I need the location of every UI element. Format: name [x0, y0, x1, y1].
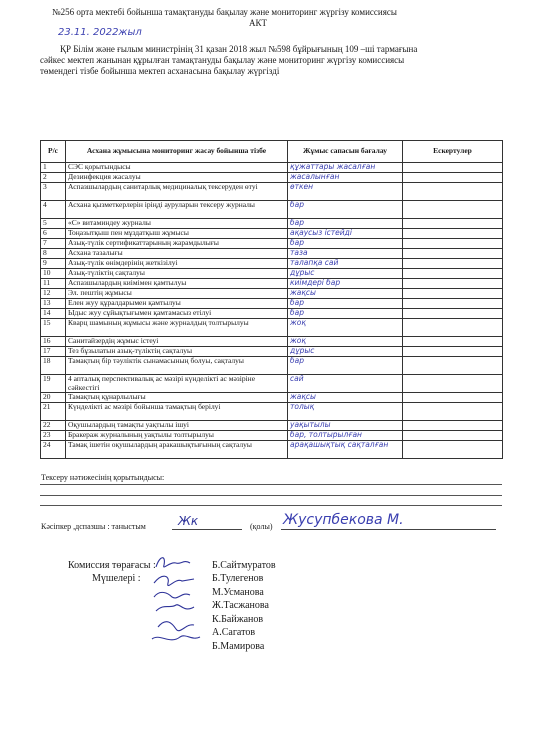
row-item: Кварц шамының жұмысы және журналдың толтырылуы — [66, 319, 288, 337]
header-line1: №256 орта мектебі бойынша тамақтануды бақылау және мониторинг жүргізу комиссиясы — [52, 7, 397, 17]
row-number: 21 — [41, 403, 66, 421]
row-notes — [403, 309, 503, 319]
row-status: жасалынған — [288, 173, 403, 183]
row-notes — [403, 319, 503, 337]
row-status: өткен — [288, 183, 403, 201]
row-number: 16 — [41, 337, 66, 347]
row-item: Асхана тазалығы — [66, 249, 288, 259]
row-number: 23 — [41, 431, 66, 441]
row-number: 13 — [41, 299, 66, 309]
col-header-num: Р/с — [41, 141, 66, 163]
row-number: 5 — [41, 219, 66, 229]
row-item: Күнделікті ас мәзірі бойынша тамақтың берілуі — [66, 403, 288, 421]
row-notes — [403, 163, 503, 173]
ack-sign-word: (қолы) — [250, 522, 273, 531]
conclusion-label: Тексеру нәтижесінің қорытындысы: — [41, 473, 165, 482]
row-notes — [403, 337, 503, 347]
row-status: бар — [288, 299, 403, 309]
row-number: 22 — [41, 421, 66, 431]
table-row — [41, 431, 503, 441]
row-number: 14 — [41, 309, 66, 319]
row-number: 4 — [41, 201, 66, 219]
row-item: Азық-түлік өнімдерінің жеткізілуі — [66, 259, 288, 269]
row-notes — [403, 403, 503, 421]
row-number: 11 — [41, 279, 66, 289]
row-notes — [403, 357, 503, 375]
table-row — [41, 441, 503, 459]
commission-member: А.Сагатов — [212, 627, 256, 638]
row-number: 20 — [41, 393, 66, 403]
table-row — [41, 289, 503, 299]
row-status: жоқ — [288, 337, 403, 347]
row-status: құжаттары жасалған — [288, 163, 403, 173]
row-number: 3 — [41, 183, 66, 201]
row-notes — [403, 249, 503, 259]
row-status: киімдері бар — [288, 279, 403, 289]
row-item: СЭС қорытындысы — [66, 163, 288, 173]
row-notes — [403, 259, 503, 269]
commission-member: К.Байжанов — [212, 613, 264, 625]
row-item: Оқушылардың тамақты уақтылы ішуі — [66, 421, 288, 431]
table-row — [41, 259, 503, 269]
row-status: сай — [288, 375, 403, 393]
row-item: Аспазшылардың санитарлық медициналық тексеруден өтуі — [66, 183, 288, 201]
conclusion-line-1 — [40, 484, 502, 485]
row-item: Бракераж журналының уақтылы толтырылуы — [66, 431, 288, 441]
row-item: Ыдыс жуу сұйықтығымен қамтамасыз етілуі — [66, 309, 288, 319]
table-row — [41, 309, 503, 319]
row-notes — [403, 173, 503, 183]
intro-line1: ҚР Білім және ғылым министрінің 31 қазан 2018 жыл №598 бұйрығының 109 –ші тармағына — [60, 44, 418, 54]
row-status: жақсы — [288, 393, 403, 403]
monitoring-table — [40, 140, 503, 459]
row-status: бар — [288, 309, 403, 319]
row-item: Тоңазытқыш пен мұздатқыш жұмысы — [66, 229, 288, 239]
conclusion-line-2 — [40, 495, 502, 496]
row-notes — [403, 229, 503, 239]
chair-label: Комиссия төрағасы : — [68, 560, 156, 571]
row-item: Асхана қызметкерлерін іріңді ауруларын тексеру журналы — [66, 201, 288, 219]
commission-signatures — [150, 553, 215, 673]
row-item: «С» витаминдеу журналы — [66, 219, 288, 229]
row-number: 9 — [41, 259, 66, 269]
table-row — [41, 239, 503, 249]
row-status: бар — [288, 219, 403, 229]
row-notes — [403, 219, 503, 229]
row-number: 8 — [41, 249, 66, 259]
table-row — [41, 393, 503, 403]
conclusion-line-3 — [40, 505, 502, 506]
row-status: толық — [288, 403, 403, 421]
row-number: 10 — [41, 269, 66, 279]
row-item: Тамақ ішетін оқушылардың аракашықтығының сақталуы — [66, 441, 288, 459]
row-item: Азық-түлік сертификаттарының жарамдылығы — [66, 239, 288, 249]
row-notes — [403, 375, 503, 393]
table-row — [41, 319, 503, 337]
row-status: бар — [288, 357, 403, 375]
row-notes — [403, 269, 503, 279]
row-item: Эл. пештің жұмысы — [66, 289, 288, 299]
table-row — [41, 421, 503, 431]
row-item: 4 апталық перспективалық ас мәзірі күнделікті ас мәзіріне сәйкестігі — [66, 375, 288, 393]
row-status: бар, толтырылған — [288, 431, 403, 441]
commission-member: М.Усманова — [212, 586, 264, 598]
table-row — [41, 357, 503, 375]
table-row — [41, 183, 503, 201]
commission-member: Ж.Тасжанова — [212, 600, 269, 611]
row-status: дұрыс — [288, 269, 403, 279]
table-row — [41, 337, 503, 347]
header-akt: АКТ — [249, 18, 267, 28]
row-item: Тез бұзылатын азық-түліктің сақталуы — [66, 347, 288, 357]
intro-line3: төмендегі тізбе бойынша мектеп асханасына бақылау жүргізді — [40, 66, 280, 76]
row-status: дұрыс — [288, 347, 403, 357]
row-notes — [403, 201, 503, 219]
row-notes — [403, 279, 503, 289]
table-row — [41, 375, 503, 393]
members-label: Мүшелері : — [92, 573, 141, 584]
row-status: арақашықтық сақталған — [288, 441, 403, 459]
row-status: жоқ — [288, 319, 403, 337]
row-notes — [403, 299, 503, 309]
intro-line2: сәйкес мектеп жанынан құрылған тамақтануды бақылау және мониторинг жүргізу комиссиясы — [40, 55, 405, 65]
col-header-item: Асхана жұмысына мониторинг жасау бойынша тізбе — [66, 141, 288, 163]
table-row — [41, 347, 503, 357]
table-row — [41, 249, 503, 259]
chair-name: Б.Сайтмуратов — [212, 560, 276, 571]
table-row — [41, 279, 503, 289]
row-notes — [403, 183, 503, 201]
row-number: 24 — [41, 441, 66, 459]
row-item: Тамақтың құнарлылығы — [66, 393, 288, 403]
row-status: талапқа сай — [288, 259, 403, 269]
commission-member: Б.Мамирова — [212, 640, 265, 652]
row-number: 19 — [41, 375, 66, 393]
row-status: бар — [288, 201, 403, 219]
row-item: Аспазшылардың киімімен қамтылуы — [66, 279, 288, 289]
row-notes — [403, 347, 503, 357]
row-number: 6 — [41, 229, 66, 239]
row-notes — [403, 431, 503, 441]
ack-name-handwritten: Жусупбекова М. — [283, 512, 404, 528]
row-status: бар — [288, 239, 403, 249]
row-number: 17 — [41, 347, 66, 357]
row-item: Тамақтың бір тәуліктік сынамасының болуы, сақталуы — [66, 357, 288, 375]
row-notes — [403, 393, 503, 403]
row-item: Санитайзердің жұмыс істеуі — [66, 337, 288, 347]
row-item: Азық-түліктің сақталуы — [66, 269, 288, 279]
table-row — [41, 299, 503, 309]
row-notes — [403, 239, 503, 249]
row-number: 2 — [41, 173, 66, 183]
table-row — [41, 173, 503, 183]
table-row — [41, 163, 503, 173]
ack-label: Кәсіпкер ,дспазшы : таныстым — [41, 522, 146, 531]
row-status: ақаусыз істейді — [288, 229, 403, 239]
row-status: таза — [288, 249, 403, 259]
ack-name-line — [281, 529, 496, 530]
row-number: 15 — [41, 319, 66, 337]
commission-member: Б.Тулегенов — [212, 573, 264, 584]
ack-sign-line — [172, 529, 242, 530]
table-row — [41, 201, 503, 219]
row-notes — [403, 421, 503, 431]
row-notes — [403, 289, 503, 299]
row-item: Елен жуу құралдарымен қамтылуы — [66, 299, 288, 309]
row-number: 1 — [41, 163, 66, 173]
table-row — [41, 219, 503, 229]
table-row — [41, 269, 503, 279]
row-number: 12 — [41, 289, 66, 299]
row-notes — [403, 441, 503, 459]
table-row — [41, 403, 503, 421]
row-number: 7 — [41, 239, 66, 249]
row-status: жақсы — [288, 289, 403, 299]
row-item: Дезинфекция жасалуы — [66, 173, 288, 183]
row-number: 18 — [41, 357, 66, 375]
col-header-notes: Ескертулер — [403, 141, 503, 163]
row-status: уақытылы — [288, 421, 403, 431]
ack-signature: Жк — [178, 514, 199, 528]
col-header-status: Жұмыс сапасын бағалау — [288, 141, 403, 163]
handwritten-date: 23.11. 2022жыл — [58, 27, 142, 38]
table-row — [41, 229, 503, 239]
